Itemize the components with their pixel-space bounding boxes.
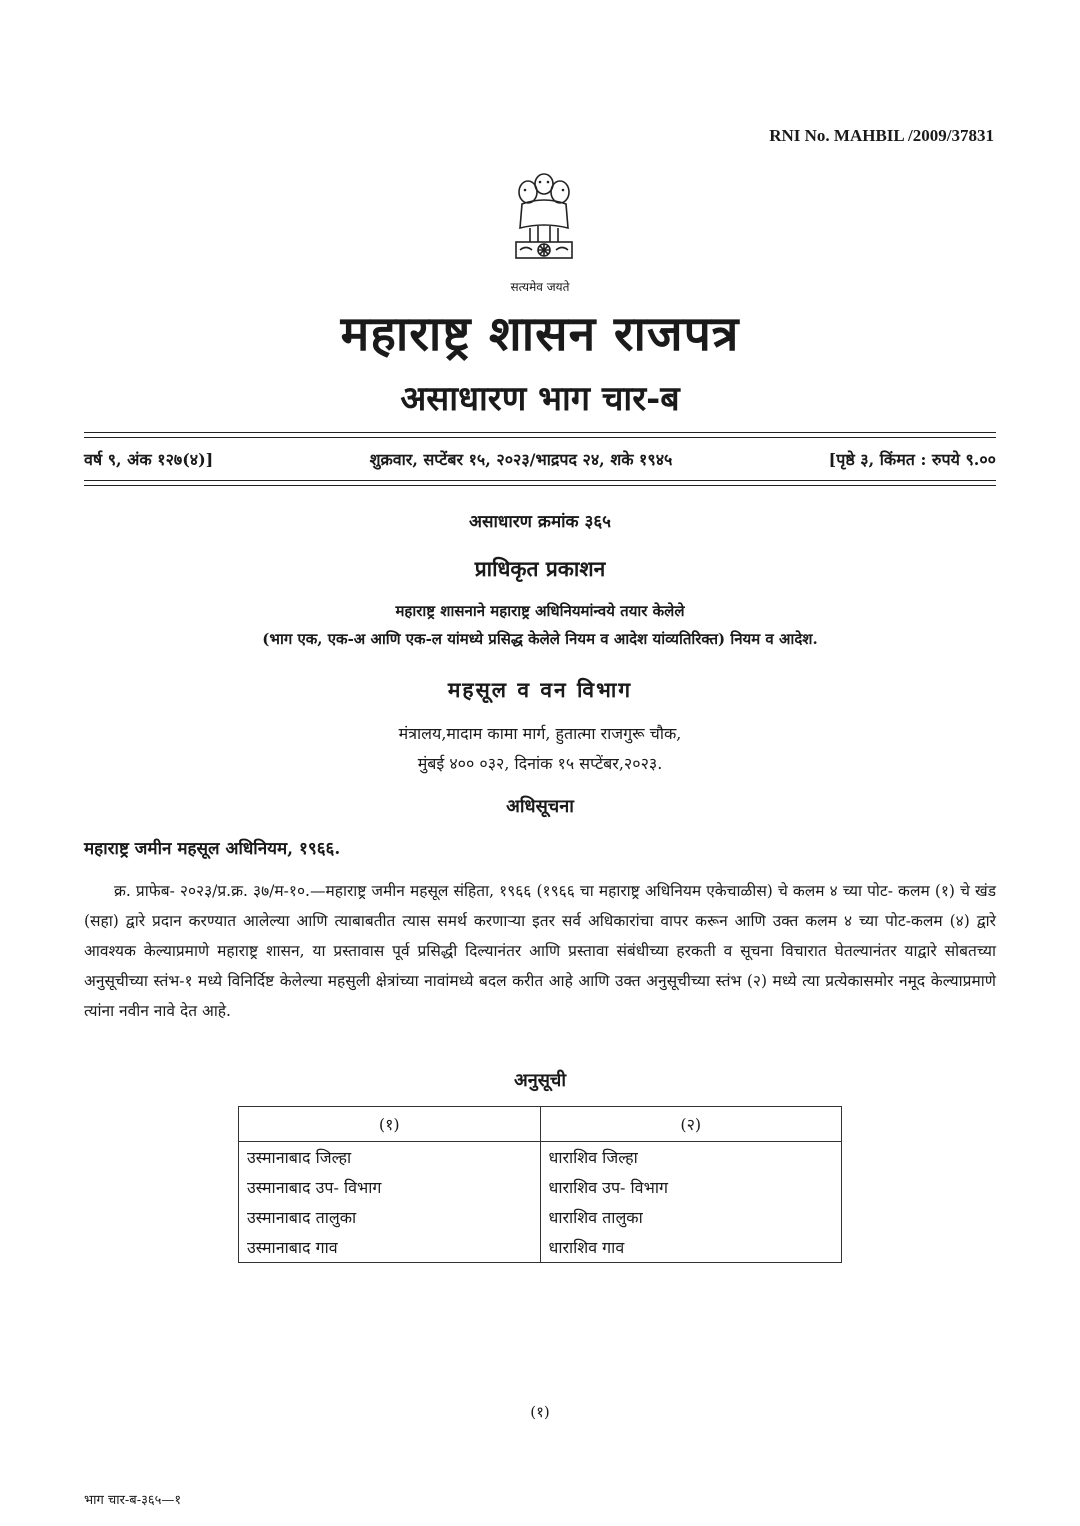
emblem-motto: सत्यमेव जयते: [510, 280, 570, 294]
rni-number: RNI No. MAHBIL /2009/37831: [769, 126, 994, 145]
new-name-cell: धाराशिव उप- विभाग: [540, 1172, 842, 1202]
table-row: [239, 1172, 842, 1202]
notification-heading: अधिसूचना: [506, 796, 574, 817]
header-divider: [84, 437, 996, 438]
schedule-column-2-header: (२): [540, 1107, 842, 1142]
pages-price: [पृष्ठे ३, किंमत : रुपये ९.००: [828, 450, 996, 469]
department-address-2: मुंबई ४०० ०३२, दिनांक १५ सप्टेंबर,२०२३.: [417, 754, 663, 773]
schedule-heading: अनुसूची: [513, 1070, 566, 1091]
new-name-cell: धाराशिव तालुका: [540, 1202, 842, 1232]
gazette-subtitle: असाधारण भाग चार-ब: [400, 379, 680, 419]
new-name-cell: धाराशिव गाव: [540, 1232, 842, 1263]
publication-line-1: महाराष्ट्र शासनाने महाराष्ट्र अधिनियमांन्वये तयार केलेले: [395, 602, 685, 620]
table-row: [239, 1202, 842, 1232]
meta-divider: [84, 485, 996, 486]
page-number: (१): [530, 1403, 550, 1421]
notification-paragraph: [84, 876, 996, 1026]
meta-divider: [84, 480, 996, 481]
national-emblem-icon: [508, 164, 580, 272]
gazette-title: महाराष्ट्र शासन राजपत्र: [340, 306, 740, 362]
publication-line-2: (भाग एक, एक-अ आणि एक-ल यांमध्ये प्रसिद्ध केलेले नियम व आदेश यांव्यतिरिक्त) नियम व आदेश.: [262, 630, 818, 648]
authoritative-publication: प्राधिकृत प्रकाशन: [474, 556, 606, 581]
act-title: महाराष्ट्र जमीन महसूल अधिनियम, १९६६.: [84, 839, 341, 859]
old-name-cell: उस्मानाबाद उप- विभाग: [239, 1172, 541, 1202]
new-name-cell: धाराशिव जिल्हा: [540, 1142, 842, 1173]
extraordinary-number: असाधारण क्रमांक ३६५: [468, 512, 612, 532]
footer-reference: भाग चार-ब-३६५—१: [84, 1493, 182, 1508]
schedule-table: [238, 1106, 842, 1263]
table-row: [239, 1232, 842, 1263]
issue-date: शुक्रवार, सप्टेंबर १५, २०२३/भाद्रपद २४, शके १९४५: [369, 450, 673, 469]
old-name-cell: उस्मानाबाद तालुका: [239, 1202, 541, 1232]
department-address-1: मंत्रालय,मादाम कामा मार्ग, हुतात्मा राजगुरू चौक,: [398, 724, 682, 743]
old-name-cell: उस्मानाबाद जिल्हा: [239, 1142, 541, 1173]
notification-text: क्र. प्राफेब- २०२३/प्र.क्र. ३७/म-१०.—महाराष्ट्र जमीन महसूल संहिता, १९६६ (१९६६ चा महाराष्ट्र अधिनियम एकेचाळीस) चे कलम ४ च्या पोट- कलम (१) चे खंड (सहा) द्वारे प्रदान करण्यात आलेल्या आणि त्याबाबतीत त्यास समर्थ करणाऱ्या इतर सर्व अधिकारांचा वापर करून आणि उक्त कलम ४ च्या पोट-कलम (४) द्वारे आवश्यक केल्याप्रमाणे महाराष्ट्र शासन, या प्रस्तावास पूर्व प्रसिद्धी दिल्यानंतर आणि प्रस्तावा संबंधीच्या हरकती व सूचना विचारात घेतल्यानंतर याद्वारे सोबतच्या अनुसूचीच्या स्तंभ-१ मध्ये विनिर्दिष्ट केलेल्या महसुली क्षेत्रांच्या नावांमध्ये बदल करीत आहे आणि उक्त अनुसूचीच्या स्तंभ (२) मध्ये त्या प्रत्येकासमोर नमूद केल्याप्रमाणे त्यांना नवीन नावे देत आहे.: [84, 882, 996, 1020]
table-row: [239, 1142, 842, 1173]
issue-meta-row: [84, 448, 996, 470]
issue-number: वर्ष ९, अंक १२७(४)]: [84, 450, 214, 469]
department-name: महसूल व वन विभाग: [447, 677, 633, 702]
schedule-column-1-header: (१): [239, 1107, 541, 1142]
old-name-cell: उस्मानाबाद गाव: [239, 1232, 541, 1263]
header-divider: [84, 432, 996, 433]
